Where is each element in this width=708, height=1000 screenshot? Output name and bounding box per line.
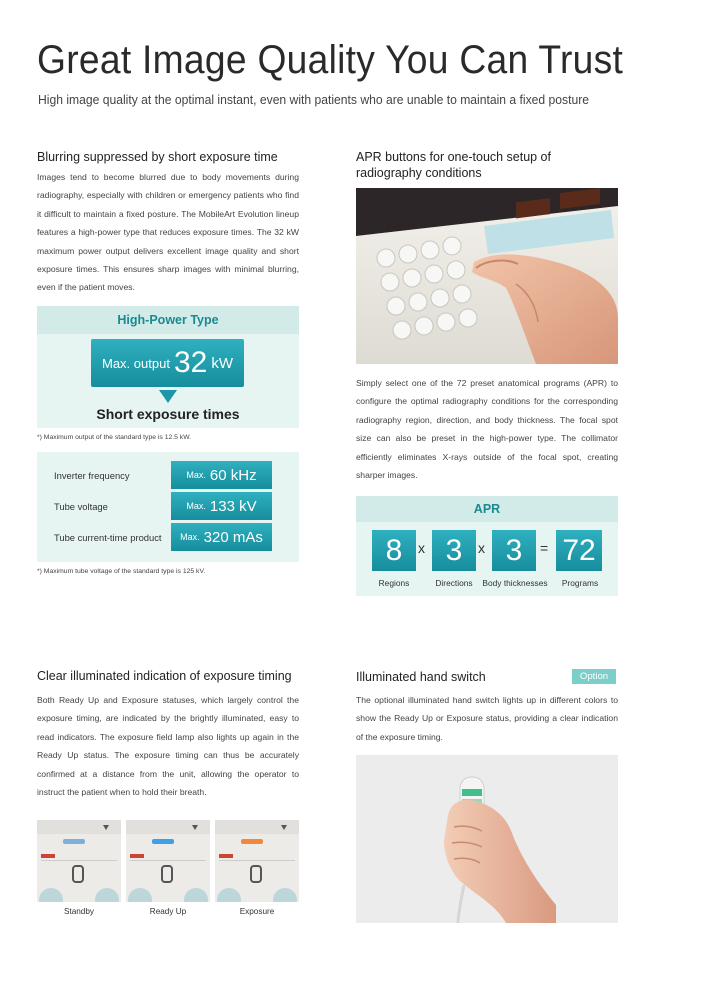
apr-caption: Programs (561, 578, 599, 588)
spec-label: Tube voltage (54, 501, 108, 512)
apr-keypad-photo (356, 188, 618, 364)
hand-switch-illustration (356, 755, 618, 923)
equals-operator: = (540, 540, 549, 556)
apr-caption: Regions (378, 578, 410, 588)
keypad-hand-illustration (356, 188, 618, 364)
spec-prefix: Max. (180, 532, 200, 542)
spec-value-badge (171, 492, 272, 520)
hand-switch-photo (356, 755, 618, 923)
footnote-output: *) Maximum output of the standard type is 12.5 kW. (37, 434, 192, 441)
spec-row (37, 492, 299, 522)
section-title-apr: APR buttons for one-touch setup of radiography conditions (356, 149, 551, 180)
high-power-heading: High-Power Type (37, 306, 299, 334)
spec-label: Tube current-time product (54, 532, 162, 543)
hand-switch-body-text: The optional illuminated hand switch lights up in different colors to show the Ready Up or Exposure status, providing a clear indication of the exposure timing. (356, 695, 618, 742)
exposure-thumbnail (215, 820, 299, 902)
control-panel-illustration (215, 820, 299, 902)
control-panel-illustration (37, 820, 121, 902)
times-operator: x (418, 540, 425, 556)
times-operator: x (478, 540, 485, 556)
spec-value: 133 kV (209, 497, 257, 515)
standby-thumbnail (37, 820, 121, 902)
spec-value: 60 kHz (209, 466, 257, 484)
page-subtitle: High image quality at the optimal instant, even with patients who are unable to maintain a fixed posture (38, 92, 590, 107)
ready-up-thumbnail (126, 820, 210, 902)
apr-panel (356, 496, 618, 596)
spec-label: Inverter frequency (54, 470, 130, 481)
max-output-value: 32 (173, 346, 208, 379)
thumbnail-caption: Exposure (239, 907, 275, 916)
control-panel-illustration (126, 820, 210, 902)
apr-tile-directions: 3 (432, 530, 476, 571)
max-output-badge (91, 339, 244, 387)
apr-heading: APR (356, 496, 618, 522)
down-arrow-icon (159, 390, 177, 403)
section-title-indication: Clear illuminated indication of exposure timing (37, 668, 292, 683)
indication-body-text: Both Ready Up and Exposure statuses, which largely control the exposure timing, are indicated by the brightly illuminated, easy to read indicators. The exposure field lamp also lights up again in the Ready Up status. The exposure timing can thus be accurately confirmed at a distance from the unit, allowing the operator to instruct the patient when to hold their breath. (37, 695, 299, 798)
option-badge: Option (572, 669, 616, 684)
thumbnail-caption: Standby (63, 907, 95, 916)
apr-body-text: Simply select one of the 72 preset anatomical programs (APR) to configure the optimal radiography conditions for the corresponding radiography region, direction, and body thickness. The focal spot size can also be preset in the high-power type. The collimator efficiently eliminates X-rays outside of the focal spot, creating sharper images. (356, 378, 618, 481)
section-title-blurring: Blurring suppressed by short exposure time (37, 149, 278, 164)
apr-tile-programs: 72 (556, 530, 602, 571)
short-exposure-label: Short exposure times (96, 406, 240, 422)
spec-value-badge (171, 523, 272, 551)
apr-tile-regions: 8 (372, 530, 416, 571)
apr-caption: Directions (435, 578, 473, 588)
apr-caption: Body thicknesses (482, 578, 548, 588)
spec-panel (37, 452, 299, 562)
thumbnail-caption: Ready Up (149, 907, 187, 916)
spec-prefix: Max. (186, 501, 206, 511)
spec-row (37, 461, 299, 491)
max-output-prefix: Max. output (102, 355, 170, 371)
blurring-body-text: Images tend to become blurred due to body movements during radiography, especially with children or emergency patients who find it difficult to maintain a fixed posture. The MobileArt Evolution lineup features a high-power type that reduces exposure times. The 32 kW maximum power output delivers excellent image quality and short exposure times. This ensures sharp images with minimal blurring, even if the patient moves. (37, 172, 299, 293)
apr-tile-thickness: 3 (492, 530, 536, 571)
page-title: Great Image Quality You Can Trust (37, 38, 624, 82)
section-title-hand-switch: Illuminated hand switch (356, 669, 486, 684)
footnote-voltage: *) Maximum tube voltage of the standard type is 125 kV. (37, 568, 206, 575)
spec-value-badge (171, 461, 272, 489)
spec-prefix: Max. (186, 470, 206, 480)
spec-row (37, 523, 299, 553)
spec-value: 320 mAs (203, 528, 263, 546)
max-output-unit: kW (211, 354, 233, 372)
high-power-panel (37, 306, 299, 428)
